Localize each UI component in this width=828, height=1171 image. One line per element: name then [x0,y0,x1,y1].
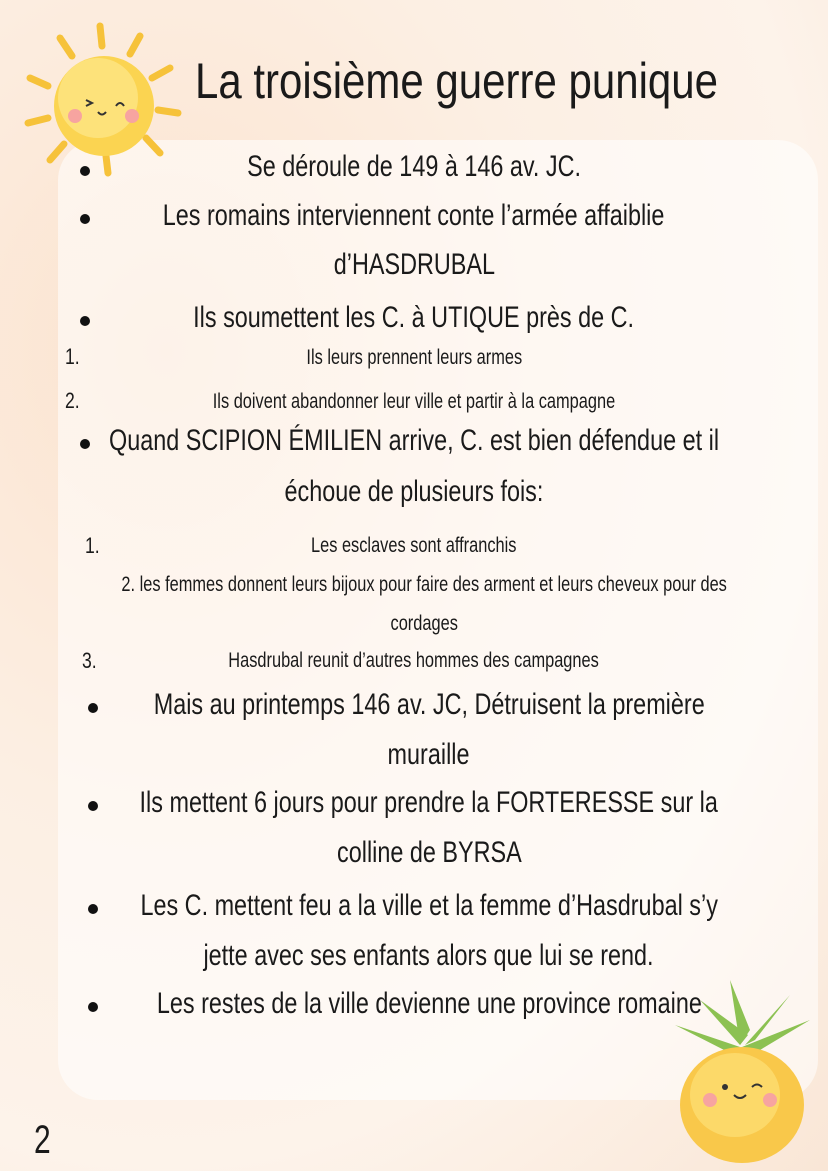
list-number: 1. [85,533,100,558]
text-line: Ils leurs prennent leurs armes [306,346,522,369]
text-line: muraille [388,738,470,771]
text-line: d’HASDRUBAL [333,248,495,281]
page-number: 2 [34,1118,51,1162]
text-line: Ils soumettent les C. à UTIQUE près de C. [193,301,635,334]
text-line: Les restes de la ville devienne une province romaine [156,987,702,1020]
text-line: Hasdrubal reunit d’autres hommes des campagnes [228,649,600,672]
text-line: Se déroule de 149 à 146 av. JC. [247,150,581,183]
text-line: échoue de plusieurs fois: [284,475,544,508]
page-title: La troisième guerre punique [195,53,718,109]
text-line: colline de BYRSA [336,836,522,869]
text-line: Les esclaves sont affranchis [311,534,517,557]
text-line: 2. les femmes donnent leurs bijoux pour faire des arment et leurs cheveux pour des [121,573,727,596]
text-line: Quand SCIPION ÉMILIEN arrive, C. est bien défendue et il [108,424,719,457]
text-line: Ils mettent 6 jours pour prendre la FORTERESSE sur la [139,786,719,819]
list-number: 1. [65,344,80,369]
text-line: cordages [390,612,458,635]
pineapple-illustration [670,975,820,1165]
text-line: Ils doivent abandonner leur ville et partir à la campagne [212,390,616,413]
text-line: Les C. mettent feu a la ville et la femme d’Hasdrubal s’y [140,889,718,922]
text-line: jette avec ses enfants alors que lui se rend. [203,939,655,972]
list-number: 2. [65,388,80,413]
text-line: Mais au printemps 146 av. JC, Détruisent la première [153,688,705,721]
text-line: Les romains interviennent conte l’armée affaiblie [163,199,665,232]
list-number: 3. [82,648,97,673]
